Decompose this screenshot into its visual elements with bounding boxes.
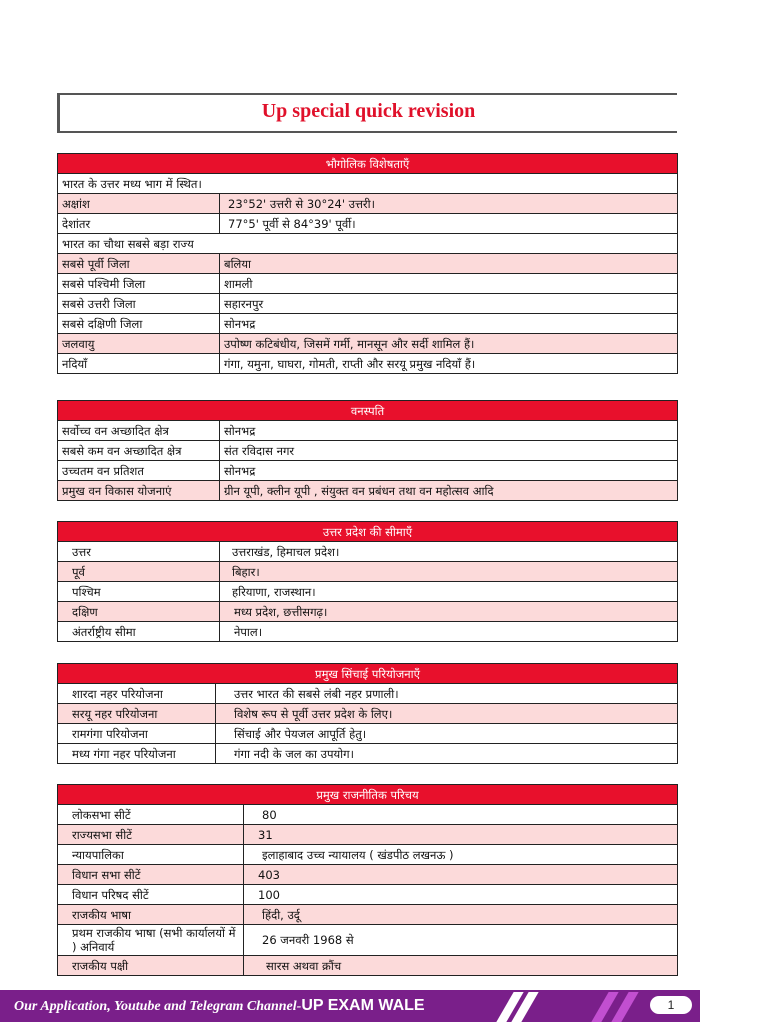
table-cell-key: उत्तर <box>58 542 220 562</box>
table-cell-value: संत रविदास नगर <box>220 441 678 461</box>
section-header: वनस्पति <box>58 401 678 421</box>
table-cell-value: सारस अथवा क्रौंच <box>244 956 678 976</box>
table-cell-key: सर्वोच्च वन अच्छादित क्षेत्र <box>58 421 220 441</box>
footer-brand: UP EXAM WALE <box>301 997 425 1014</box>
section-header: भौगोलिक विशेषताएँ <box>58 154 678 174</box>
table-cell-value: गंगा नदी के जल का उपयोग। <box>216 744 678 764</box>
table-cell-key: प्रथम राजकीय भाषा (सभी कार्यालयों में ) अनिवार्य <box>58 925 244 956</box>
section-political-table <box>57 784 678 976</box>
section-borders-table <box>57 521 678 642</box>
table-cell-value: हरियाणा, राजस्थान। <box>220 582 678 602</box>
table-cell-value: 403 <box>244 865 678 885</box>
table-cell-value: सोनभद्र <box>220 421 678 441</box>
table-cell-value: 31 <box>244 825 678 845</box>
table-cell-full: भारत के उत्तर मध्य भाग में स्थित। <box>58 174 678 194</box>
table-cell-value: 23°52' उत्तरी से 30°24' उत्तरी। <box>220 194 678 214</box>
table-cell-key: लोकसभा सीटें <box>58 805 244 825</box>
section-header: प्रमुख राजनीतिक परिचय <box>58 785 678 805</box>
table-cell-value: नेपाल। <box>220 622 678 642</box>
page-number: 1 <box>650 996 692 1014</box>
table-cell-value: इलाहाबाद उच्च न्यायालय ( खंडपीठ लखनऊ ) <box>244 845 678 865</box>
table-cell-value: मध्य प्रदेश, छत्तीसगढ़। <box>220 602 678 622</box>
table-cell-value: सोनभद्र <box>220 461 678 481</box>
table-cell-key: जलवायु <box>58 334 220 354</box>
table-cell-value: 26 जनवरी 1968 से <box>244 925 678 956</box>
table-cell-value: उत्तराखंड, हिमाचल प्रदेश। <box>220 542 678 562</box>
section-irrigation-table <box>57 663 678 764</box>
table-cell-key: पूर्व <box>58 562 220 582</box>
table-cell-key: उच्चतम वन प्रतिशत <box>58 461 220 481</box>
table-cell-key: सबसे उत्तरी जिला <box>58 294 220 314</box>
table-cell-value: सहारनपुर <box>220 294 678 314</box>
table-cell-key: अक्षांश <box>58 194 220 214</box>
table-cell-key: मध्य गंगा नहर परियोजना <box>58 744 216 764</box>
footer-channel-text: Our Application, Youtube and Telegram Channel- <box>14 999 302 1014</box>
footer-text <box>14 997 425 1015</box>
section-header: प्रमुख सिंचाई परियोजनाएँ <box>58 664 678 684</box>
table-cell-key: देशांतर <box>58 214 220 234</box>
table-cell-value: 100 <box>244 885 678 905</box>
table-cell-key: सबसे पश्चिमी जिला <box>58 274 220 294</box>
table-cell-key: विधान परिषद सीटें <box>58 885 244 905</box>
table-cell-key: सबसे कम वन अच्छादित क्षेत्र <box>58 441 220 461</box>
table-cell-value: उत्तर भारत की सबसे लंबी नहर प्रणाली। <box>216 684 678 704</box>
page-title: Up special quick revision <box>261 100 476 122</box>
table-cell-key: पश्चिम <box>58 582 220 602</box>
table-cell-key: दक्षिण <box>58 602 220 622</box>
table-cell-key: राज्यसभा सीटें <box>58 825 244 845</box>
table-cell-key: राजकीय भाषा <box>58 905 244 925</box>
table-cell-value: उपोष्ण कटिबंधीय, जिसमें गर्मी, मानसून और सर्दी शामिल हैं। <box>220 334 678 354</box>
table-cell-key: शारदा नहर परियोजना <box>58 684 216 704</box>
section-header: उत्तर प्रदेश की सीमाएँ <box>58 522 678 542</box>
table-cell-value: हिंदी, उर्दू <box>244 905 678 925</box>
table-cell-key: न्यायपालिका <box>58 845 244 865</box>
table-cell-value: 77°5' पूर्वी से 84°39' पूर्वी। <box>220 214 678 234</box>
table-cell-key: सबसे दक्षिणी जिला <box>58 314 220 334</box>
table-cell-value: सिंचाई और पेयजल आपूर्ति हेतु। <box>216 724 678 744</box>
table-cell-key: अंतर्राष्ट्रीय सीमा <box>58 622 220 642</box>
section-vegetation-table <box>57 400 678 501</box>
table-cell-key: सबसे पूर्वी जिला <box>58 254 220 274</box>
table-cell-full: भारत का चौथा सबसे बड़ा राज्य <box>58 234 678 254</box>
table-cell-key: राजकीय पक्षी <box>58 956 244 976</box>
table-cell-key: रामगंगा परियोजना <box>58 724 216 744</box>
table-cell-key: विधान सभा सीटें <box>58 865 244 885</box>
table-cell-value: 80 <box>244 805 678 825</box>
table-cell-key: नदियाँ <box>58 354 220 374</box>
table-cell-value: बिहार। <box>220 562 678 582</box>
table-cell-value: ग्रीन यूपी, क्लीन यूपी , संयुक्त वन प्रबंधन तथा वन महोत्सव आदि <box>220 481 678 501</box>
table-cell-value: गंगा, यमुना, घाघरा, गोमती, राप्ती और सरयू प्रमुख नदियाँ हैं। <box>220 354 678 374</box>
table-cell-value: शामली <box>220 274 678 294</box>
section-geography-table <box>57 153 678 374</box>
table-cell-key: सरयू नहर परियोजना <box>58 704 216 724</box>
table-cell-value: सोनभद्र <box>220 314 678 334</box>
table-cell-key: प्रमुख वन विकास योजनाएं <box>58 481 220 501</box>
table-cell-value: विशेष रूप से पूर्वी उत्तर प्रदेश के लिए। <box>216 704 678 724</box>
table-cell-value: बलिया <box>220 254 678 274</box>
